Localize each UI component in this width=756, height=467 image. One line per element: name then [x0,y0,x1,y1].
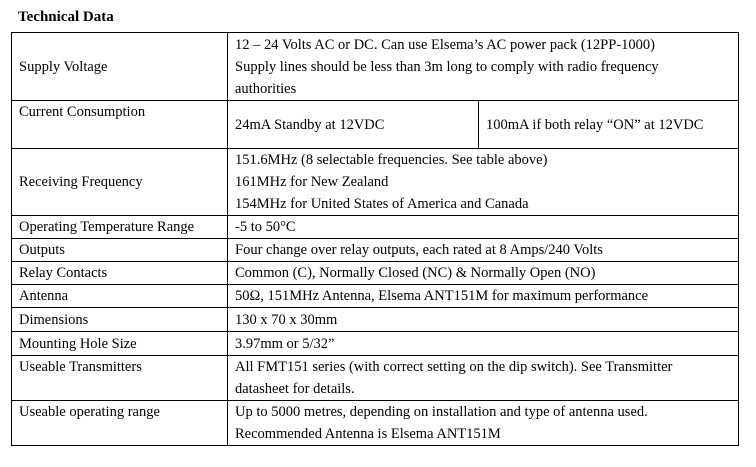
table-row [12,308,739,332]
supply-voltage-label: Supply Voltage [12,33,228,101]
table-row [12,285,739,308]
current-consumption-label: Current Consumption [12,101,228,149]
receiving-frequency-value [228,149,739,216]
table-row [12,149,739,216]
table-row [12,356,739,401]
mounting-hole-value: 3.97mm or 5/32” [228,332,739,356]
useable-transmitters-label: Useable Transmitters [12,356,228,401]
antenna-label: Antenna [12,285,228,308]
dimensions-value: 130 x 70 x 30mm [228,308,739,332]
relay-contacts-value: Common (C), Normally Closed (NC) & Normally Open (NO) [228,262,739,285]
operating-range-line-1: Up to 5000 metres, depending on installation and type of antenna used. [235,404,648,420]
receiving-frequency-line-3: 154MHz for United States of America and Canada [235,196,529,212]
table-row [12,332,739,356]
useable-transmitters-line-2: datasheet for details. [235,381,355,397]
operating-range-value [228,401,739,446]
table-row [12,101,739,149]
operating-temperature-value: -5 to 50°C [228,216,739,239]
operating-range-label: Useable operating range [12,401,228,446]
dimensions-label: Dimensions [12,308,228,332]
useable-transmitters-value [228,356,739,401]
section-heading: Technical Data [18,9,114,25]
operating-range-line-2: Recommended Antenna is Elsema ANT151M [235,426,501,442]
outputs-value: Four change over relay outputs, each rated at 8 Amps/240 Volts [228,239,739,262]
receiving-frequency-line-2: 161MHz for New Zealand [235,174,389,190]
receiving-frequency-label: Receiving Frequency [12,149,228,216]
current-relay-on-value: 100mA if both relay “ON” at 12VDC [479,101,739,149]
table-row [12,216,739,239]
antenna-value: 50Ω, 151MHz Antenna, Elsema ANT151M for maximum performance [228,285,739,308]
table-row [12,239,739,262]
technical-data-table [11,32,739,446]
table-row [12,33,739,101]
current-standby-value: 24mA Standby at 12VDC [228,101,479,149]
table-row [12,262,739,285]
relay-contacts-label: Relay Contacts [12,262,228,285]
supply-voltage-value [228,33,739,101]
outputs-label: Outputs [12,239,228,262]
mounting-hole-label: Mounting Hole Size [12,332,228,356]
table-row [12,401,739,446]
supply-voltage-line-3: authorities [235,80,297,97]
operating-temperature-label: Operating Temperature Range [12,216,228,239]
supply-voltage-line-1: 12 – 24 Volts AC or DC. Can use Elsema’s AC power pack (12PP-1000) [235,36,655,53]
supply-voltage-line-2: Supply lines should be less than 3m long to comply with radio frequency [235,58,659,75]
useable-transmitters-line-1: All FMT151 series (with correct setting on the dip switch). See Transmitter [235,359,673,375]
receiving-frequency-line-1: 151.6MHz (8 selectable frequencies. See table above) [235,152,548,168]
